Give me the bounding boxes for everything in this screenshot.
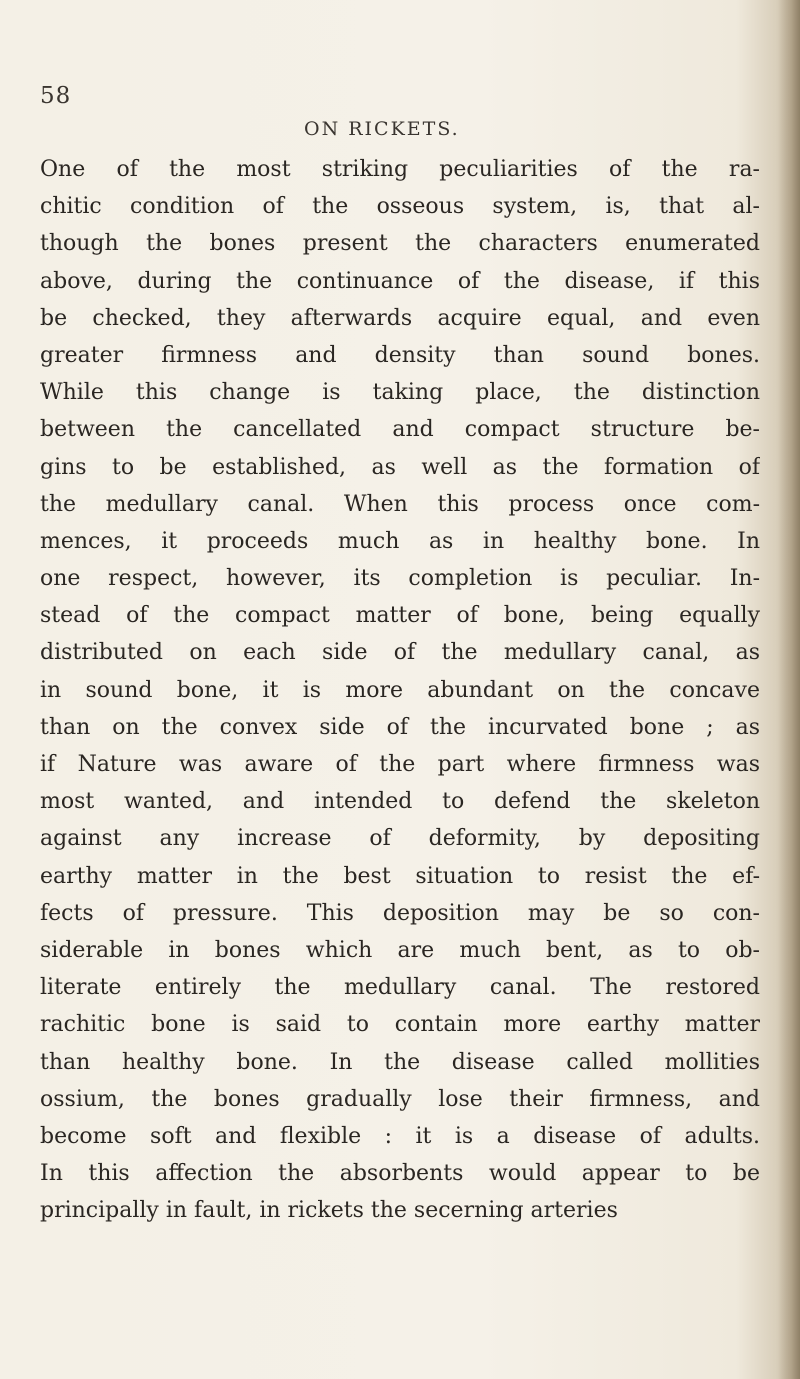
text-line: if Nature was aware of the part where firmness was [40,752,760,777]
text-line: chitic condition of the osseous system, is, that al- [40,194,760,220]
text-line: in sound bone, it is more abundant on the concave [40,677,760,703]
text-line: than healthy bone. In the disease called mollities [40,1049,760,1075]
text-line: siderable in bones which are much bent, as to ob- [40,937,760,963]
page-number: 58 [40,83,72,109]
text-line: against any increase of deformity, by depositing [40,826,760,852]
text-line: stead of the compact matter of bone, being equally [40,603,760,629]
text-line: the medullary canal. When this process once com- [40,491,760,517]
text-line: most wanted, and intended to defend the skeleton [40,789,760,815]
text-line: though the bones present the characters enumerated [40,231,760,257]
text-line: ossium, the bones gradually lose their firmness, and [40,1086,760,1112]
text-line: In this affection the absorbents would appear to be [40,1161,760,1187]
page-edge-shadow [778,0,800,1379]
text-line: fects of pressure. This deposition may be so con- [40,900,760,926]
text-line: be checked, they afterwards acquire equal, and even [40,305,760,331]
text-line: mences, it proceeds much as in healthy bone. In [40,528,760,554]
text-line: rachitic bone is said to contain more earthy matter [40,1012,760,1038]
text-line: One of the most striking peculiarities of the ra- [40,157,760,182]
running-head: ON RICKETS. [304,118,460,140]
body-text [40,151,760,1229]
text-line: literate entirely the medullary canal. The restored [40,975,760,1001]
text-line: above, during the continuance of the disease, if this [40,268,760,294]
text-line: become soft and flexible : it is a disease of adults. [40,1123,760,1149]
text-line: one respect, however, its completion is peculiar. In- [40,566,760,592]
text-line: between the cancellated and compact structure be- [40,417,760,443]
text-line: than on the convex side of the incurvated bone ; as [40,714,760,740]
text-line: While this change is taking place, the distinction [40,380,760,406]
text-line: earthy matter in the best situation to resist the ef- [40,863,760,889]
text-line: gins to be established, as well as the formation of [40,454,760,480]
text-line: greater firmness and density than sound bones. [40,342,760,368]
text-line: distributed on each side of the medullary canal, as [40,640,760,666]
text-line: principally in fault, in rickets the secerning arteries [40,1198,618,1224]
